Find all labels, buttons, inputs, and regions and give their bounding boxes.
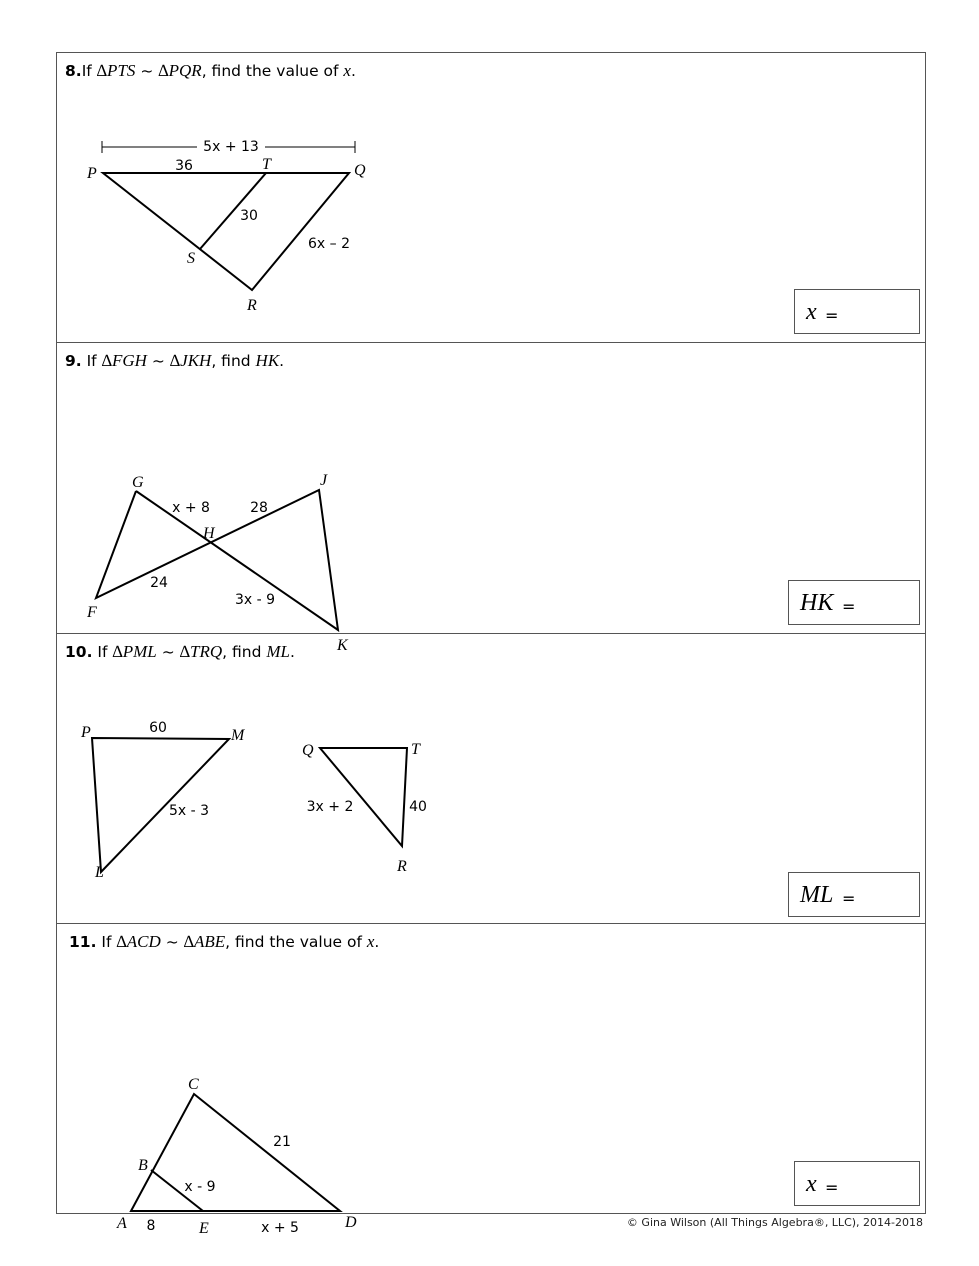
triangle-acd <box>131 1094 340 1211</box>
answer-variable: x <box>806 299 817 325</box>
measure-gh: x + 8 <box>172 500 210 516</box>
vertex-s: S <box>187 250 195 267</box>
answer-box-10[interactable] <box>788 872 920 917</box>
answer-variable: ML <box>800 882 834 908</box>
equals-sign: = <box>842 597 856 616</box>
answer-box-11[interactable] <box>794 1161 920 1206</box>
measure-fh: 24 <box>150 575 168 591</box>
measure-qr: 3x + 2 <box>306 799 354 815</box>
problem-9-prompt: 9. If ∆FGH ~ ∆JKH, find HK. <box>65 351 285 370</box>
vertex-g: G <box>132 474 144 491</box>
vertex-p: P <box>87 165 97 182</box>
triangle-1: ∆PML <box>112 642 157 661</box>
vertex-c: C <box>188 1076 199 1093</box>
problem-11-prompt: 11. If ∆ACD ~ ∆ABE, find the value of x. <box>69 932 380 951</box>
problem-10-prompt: 10. If ∆PML ~ ∆TRQ, find ML. <box>65 642 295 661</box>
triangle-1: ∆PTS <box>96 61 136 80</box>
measure-pt: 36 <box>175 158 193 174</box>
vertex-r: R <box>397 858 407 875</box>
triangle-1: ∆FGH <box>101 351 147 370</box>
target-variable: x <box>366 932 375 951</box>
copyright-footer: © Gina Wilson (All Things Algebra®, LLC), 2014-2018 <box>626 1216 923 1229</box>
vertex-h: H <box>203 525 215 542</box>
triangle-tqr <box>320 748 407 846</box>
problem-8 <box>57 53 925 343</box>
equals-sign: = <box>842 889 856 908</box>
measure-hj: 28 <box>250 500 268 516</box>
answer-box-9[interactable] <box>788 580 920 625</box>
measure-qr: 6x – 2 <box>308 236 350 252</box>
problem-10 <box>57 634 925 924</box>
triangle-2: ∆TRQ <box>179 642 223 661</box>
target-segment: ML <box>266 642 290 661</box>
measure-hk: 3x - 9 <box>234 592 276 608</box>
vertex-l: L <box>95 864 104 881</box>
triangle-2: ∆PQR <box>158 61 202 80</box>
bowtie-triangles <box>96 490 338 630</box>
measure-be: x - 9 <box>184 1179 216 1195</box>
vertex-k: K <box>337 637 348 654</box>
measure-pm: 60 <box>149 720 167 736</box>
vertex-t: T <box>262 156 271 173</box>
triangle-pqr <box>103 173 349 290</box>
measure-ml: 5x - 3 <box>168 803 210 819</box>
vertex-f: F <box>87 604 97 621</box>
answer-variable: HK <box>800 590 834 616</box>
measure-tr: 40 <box>409 799 427 815</box>
answer-box-8[interactable] <box>794 289 920 334</box>
vertex-j: J <box>320 472 328 489</box>
measure-cd: 21 <box>273 1134 291 1150</box>
measure-ts: 30 <box>240 208 258 224</box>
vertex-q: Q <box>354 162 366 179</box>
vertex-p: P <box>81 724 91 741</box>
vertex-m: M <box>231 727 245 744</box>
measure-ae: 8 <box>146 1218 156 1234</box>
measure-ed: x + 5 <box>261 1220 299 1236</box>
vertex-a: A <box>117 1215 127 1232</box>
target-segment: HK <box>255 351 280 370</box>
equals-sign: = <box>825 306 839 325</box>
equals-sign: = <box>825 1178 839 1197</box>
triangle-2: ∆ABE <box>183 932 226 951</box>
vertex-r: R <box>247 297 257 314</box>
answer-variable: x <box>806 1171 817 1197</box>
vertex-d: D <box>345 1214 357 1231</box>
target-variable: x <box>343 61 351 80</box>
problem-8-prompt: 8.If ∆PTS ~ ∆PQR, find the value of x. <box>65 61 356 80</box>
measure-pq: 5x + 13 <box>203 139 259 155</box>
vertex-t: T <box>411 741 420 758</box>
vertex-e: E <box>199 1220 209 1237</box>
triangle-1: ∆ACD <box>116 932 161 951</box>
vertex-q: Q <box>302 742 314 759</box>
triangle-2: ∆JKH <box>169 351 212 370</box>
vertex-b: B <box>138 1157 148 1174</box>
